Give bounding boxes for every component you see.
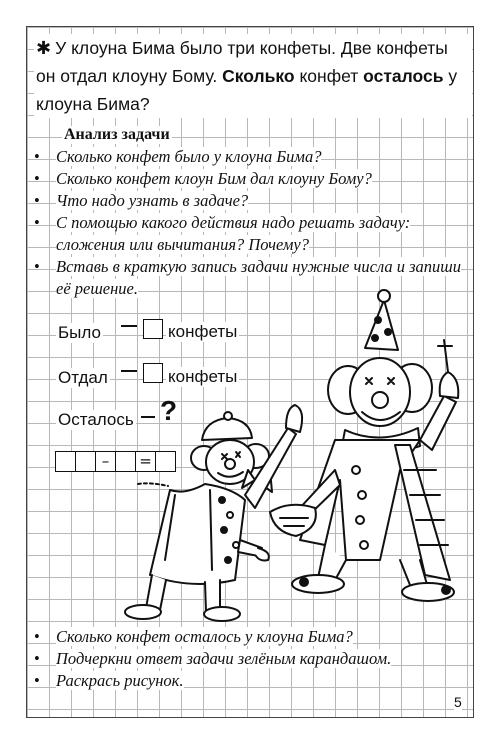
- list-item: • Подчеркни ответ задачи зелёным карандашом.: [32, 648, 472, 670]
- list-item: • Сколько конфет клоун Бим дал клоуну Бому?: [32, 168, 472, 190]
- list-item: • С помощью какого действия надо решать задачу: сложения или вычитания? Почему?: [32, 212, 472, 256]
- task-bold-2: осталось: [363, 66, 444, 86]
- minus-sign: –: [96, 452, 116, 471]
- small-clown-nose: [225, 459, 235, 469]
- record-label-left: Осталось: [58, 410, 134, 429]
- small-clown-hand-raised: [286, 405, 302, 432]
- equals-sign: =: [136, 452, 156, 471]
- small-clown-shoe-right: [204, 607, 240, 621]
- final-questions: [32, 626, 472, 692]
- small-clown-body: [150, 484, 245, 584]
- list-item: • Вставь в краткую запись задачи нужные числа и запиши её решение.: [32, 256, 472, 300]
- list-item: • Сколько конфет было у клоуна Бима?: [32, 146, 472, 168]
- record-label-was: Было: [58, 323, 101, 342]
- list-item: • Раскрась рисунок.: [32, 670, 472, 692]
- page-number: 5: [454, 694, 462, 710]
- list-item: • Сколько конфет осталось у клоуна Бима?: [32, 626, 472, 648]
- task-part-3: у клоуна Бима?: [36, 66, 458, 114]
- record-unit-was: конфеты: [168, 322, 238, 341]
- question-mark: ?: [160, 395, 178, 426]
- analysis-heading: Анализ задачи: [64, 126, 170, 143]
- big-clown-nose: [372, 392, 388, 408]
- task-part-2: конфет: [299, 66, 359, 86]
- task-part-1: У клоуна Бима было три конфеты. Две конфеты он отдал клоуну Бому.: [36, 38, 448, 86]
- big-clown-hand-candy: [440, 372, 459, 398]
- record-unit-gave: конфеты: [168, 367, 238, 386]
- small-clown-hat: [202, 418, 252, 440]
- big-clown-hat-pompom: [378, 290, 390, 302]
- star-icon: ✱: [36, 38, 52, 58]
- big-clown-hat: [365, 300, 398, 350]
- small-clown-shoe-left: [125, 605, 161, 619]
- record-label-gave: Отдал: [58, 368, 108, 387]
- small-clown-hat-pompom: [224, 412, 232, 420]
- task-bold-1: Сколько: [222, 66, 295, 86]
- list-item: • Что надо узнать в задаче?: [32, 190, 472, 212]
